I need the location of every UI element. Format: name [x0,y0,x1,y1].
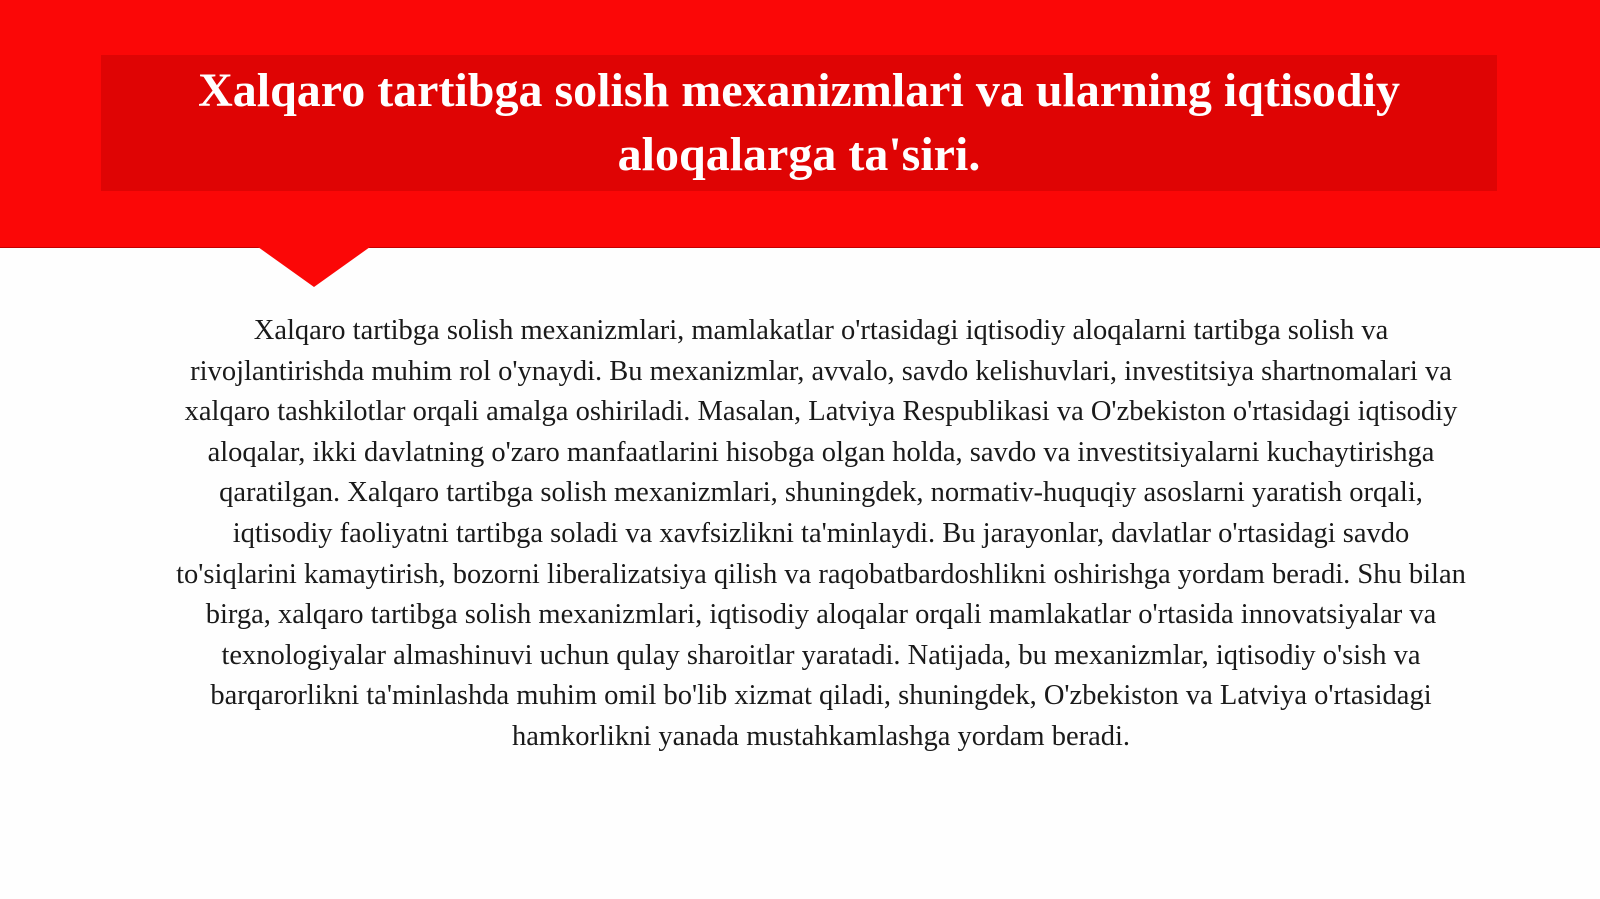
slide-body-text: Xalqaro tartibga solish mexanizmlari, mamlakatlar o'rtasidagi iqtisodiy aloqalarni tartibga solish va rivojlantirishda muhim rol o'ynaydi. Bu mexanizmlar, avvalo, savdo kelishuvlari, investitsiya shartnomalari va xalqaro tashkilotlar orqali amalga oshiriladi. Masalan, Latviya Respublikasi va O'zbekiston o'rtasidagi iqtisodiy aloqalar, ikki davlatning o'zaro manfaatlarini hisobga olgan holda, savdo va investitsiyalarni kuchaytirishga qaratilgan. Xalqaro tartibga solish mexanizmlari, shuningdek, normativ-huquqiy asoslarni yaratish orqali, iqtisodiy faoliyatni tartibga soladi va xavfsizlikni ta'minlaydi. Bu jarayonlar, davlatlar o'rtasidagi savdo to'siqlarini kamaytirish, bozorni liberalizatsiya qilish va raqobatbardoshlikni oshirishga yordam beradi. Shu bilan birga, xalqaro tartibga solish mexanizmlari, iqtisodiy aloqalar orqali mamlakatlar o'rtasida innovatsiyalar va texnologiyalar almashinuvi uchun qulay sharoitlar yaratadi. Natijada, bu mexanizmlar, iqtisodiy o'sish va barqarorlikni ta'minlashda muhim omil bo'lib xizmat qiladi, shuningdek, O'zbekiston va Latviya o'rtasidagi hamkorlikni yanada mustahkamlashga yordam beradi. [176,315,1466,752]
title-box [101,55,1497,191]
header-pointer [258,247,370,287]
header-band [0,0,1600,248]
slide-title: Xalqaro tartibga solish mexanizmlari va ularning iqtisodiy aloqalarga ta'siri. [198,64,1400,181]
